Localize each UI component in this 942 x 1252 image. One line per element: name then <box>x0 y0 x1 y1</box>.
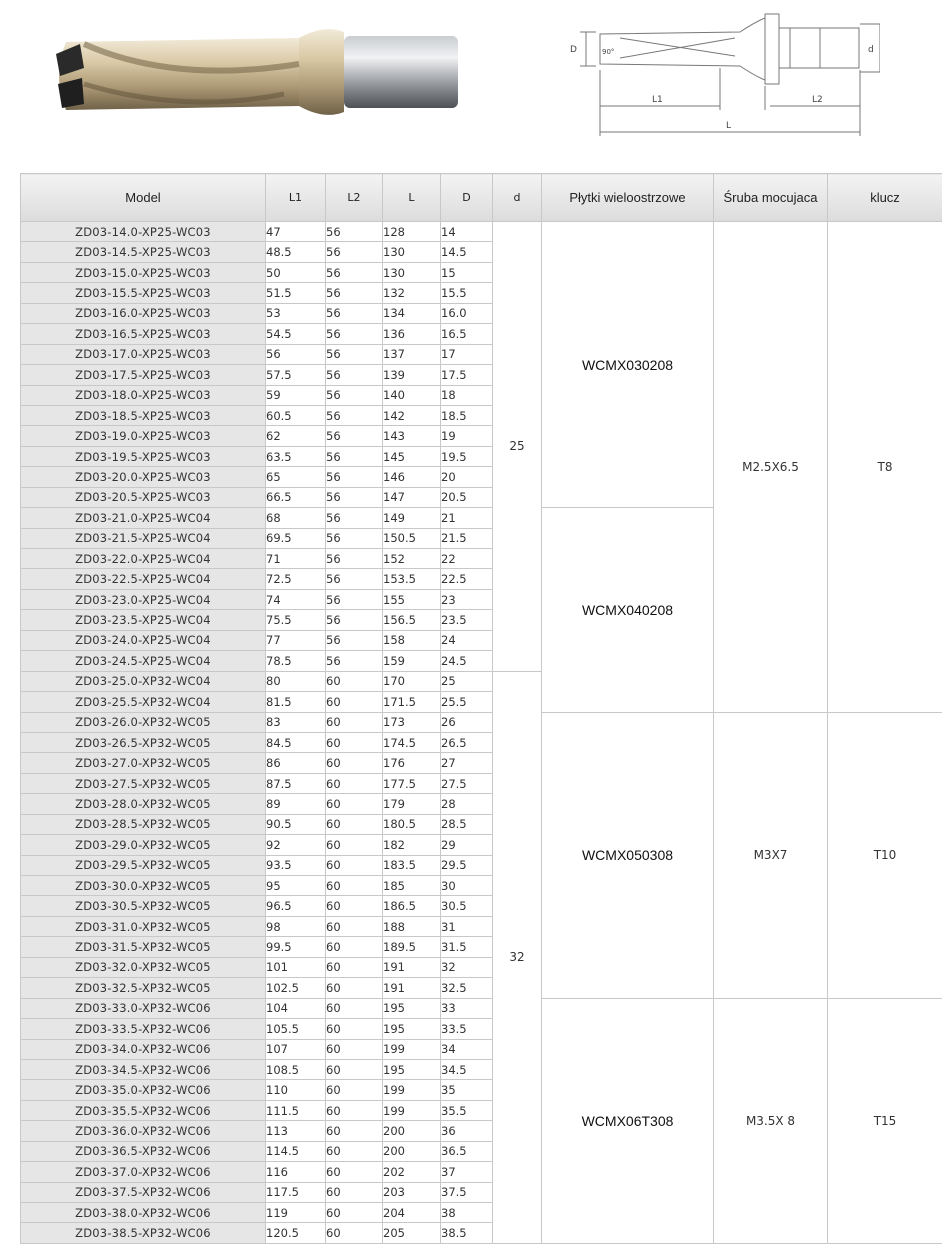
diameter-cell: 32.5 <box>441 978 493 998</box>
diameter-cell: 38.5 <box>441 1223 493 1243</box>
diameter-cell: 33 <box>441 998 493 1018</box>
l-cell: 185 <box>383 876 441 896</box>
header-d: d <box>493 174 542 222</box>
l-cell: 174.5 <box>383 732 441 752</box>
l2-cell: 56 <box>326 610 383 630</box>
model-cell: ZD03-30.5-XP32-WC05 <box>21 896 266 916</box>
l1-cell: 108.5 <box>266 1059 326 1079</box>
l-cell: 191 <box>383 978 441 998</box>
l-cell: 153.5 <box>383 569 441 589</box>
l1-cell: 78.5 <box>266 651 326 671</box>
l2-cell: 60 <box>326 712 383 732</box>
diameter-cell: 35.5 <box>441 1100 493 1120</box>
model-cell: ZD03-24.5-XP25-WC04 <box>21 651 266 671</box>
model-cell: ZD03-22.5-XP25-WC04 <box>21 569 266 589</box>
screw-cell: M3.5X 8 <box>714 998 828 1243</box>
l-cell: 130 <box>383 242 441 262</box>
l2-cell: 60 <box>326 1162 383 1182</box>
diameter-cell: 37 <box>441 1162 493 1182</box>
model-cell: ZD03-24.0-XP25-WC04 <box>21 630 266 650</box>
diameter-cell: 21 <box>441 508 493 528</box>
diameter-cell: 23 <box>441 589 493 609</box>
l2-cell: 60 <box>326 1223 383 1243</box>
l1-cell: 65 <box>266 467 326 487</box>
diameter-cell: 18.5 <box>441 405 493 425</box>
diameter-cell: 19 <box>441 426 493 446</box>
model-cell: ZD03-35.5-XP32-WC06 <box>21 1100 266 1120</box>
l2-cell: 60 <box>326 978 383 998</box>
l2-cell: 60 <box>326 814 383 834</box>
model-cell: ZD03-26.5-XP32-WC05 <box>21 732 266 752</box>
l2-cell: 60 <box>326 1059 383 1079</box>
l-cell: 142 <box>383 405 441 425</box>
l2-cell: 56 <box>326 467 383 487</box>
model-cell: ZD03-18.0-XP25-WC03 <box>21 385 266 405</box>
header-D: D <box>441 174 493 222</box>
l2-cell: 60 <box>326 1039 383 1059</box>
l2-cell: 60 <box>326 916 383 936</box>
diameter-cell: 37.5 <box>441 1182 493 1202</box>
screw-cell: M2.5X6.5 <box>714 222 828 713</box>
l2-cell: 56 <box>326 487 383 507</box>
key-cell: T15 <box>828 998 942 1243</box>
l1-cell: 111.5 <box>266 1100 326 1120</box>
l1-cell: 102.5 <box>266 978 326 998</box>
l1-cell: 56 <box>266 344 326 364</box>
l1-cell: 51.5 <box>266 283 326 303</box>
model-cell: ZD03-19.5-XP25-WC03 <box>21 446 266 466</box>
l1-cell: 99.5 <box>266 937 326 957</box>
l2-cell: 60 <box>326 957 383 977</box>
l1-cell: 75.5 <box>266 610 326 630</box>
l1-cell: 87.5 <box>266 773 326 793</box>
l-cell: 179 <box>383 794 441 814</box>
l1-cell: 66.5 <box>266 487 326 507</box>
drill-dimension-drawing <box>560 8 880 148</box>
diameter-cell: 35 <box>441 1080 493 1100</box>
l2-cell: 56 <box>326 222 383 242</box>
diameter-cell: 25.5 <box>441 692 493 712</box>
l2-cell: 60 <box>326 794 383 814</box>
model-cell: ZD03-30.0-XP32-WC05 <box>21 876 266 896</box>
l-cell: 199 <box>383 1039 441 1059</box>
l-cell: 203 <box>383 1182 441 1202</box>
diameter-cell: 14 <box>441 222 493 242</box>
header-l: L <box>383 174 441 222</box>
l2-cell: 56 <box>326 589 383 609</box>
l2-cell: 56 <box>326 365 383 385</box>
diameter-cell: 23.5 <box>441 610 493 630</box>
model-cell: ZD03-27.5-XP32-WC05 <box>21 773 266 793</box>
diameter-cell: 36 <box>441 1121 493 1141</box>
model-cell: ZD03-14.5-XP25-WC03 <box>21 242 266 262</box>
l2-cell: 56 <box>326 385 383 405</box>
diameter-cell: 32 <box>441 957 493 977</box>
l1-cell: 83 <box>266 712 326 732</box>
drill-product-photo <box>44 14 464 124</box>
diameter-cell: 33.5 <box>441 1019 493 1039</box>
l-cell: 189.5 <box>383 937 441 957</box>
diameter-cell: 17.5 <box>441 365 493 385</box>
l-cell: 173 <box>383 712 441 732</box>
model-cell: ZD03-14.0-XP25-WC03 <box>21 222 266 242</box>
l-cell: 158 <box>383 630 441 650</box>
l1-cell: 59 <box>266 385 326 405</box>
l2-cell: 60 <box>326 998 383 1018</box>
l2-cell: 56 <box>326 528 383 548</box>
l-cell: 152 <box>383 549 441 569</box>
l2-cell: 56 <box>326 283 383 303</box>
diameter-cell: 22.5 <box>441 569 493 589</box>
l1-cell: 74 <box>266 589 326 609</box>
header-l1: L1 <box>266 174 326 222</box>
diameter-cell: 31 <box>441 916 493 936</box>
header-inserts: Płytki wieloostrzowe <box>542 174 714 222</box>
diameter-cell: 16.0 <box>441 303 493 323</box>
model-cell: ZD03-19.0-XP25-WC03 <box>21 426 266 446</box>
l2-cell: 60 <box>326 773 383 793</box>
l2-cell: 60 <box>326 1141 383 1161</box>
diameter-cell: 34.5 <box>441 1059 493 1079</box>
model-cell: ZD03-23.5-XP25-WC04 <box>21 610 266 630</box>
drawing-label-L: L <box>726 121 732 131</box>
l1-cell: 113 <box>266 1121 326 1141</box>
diameter-cell: 26.5 <box>441 732 493 752</box>
l1-cell: 53 <box>266 303 326 323</box>
l1-cell: 69.5 <box>266 528 326 548</box>
diameter-cell: 15 <box>441 262 493 282</box>
diameter-cell: 22 <box>441 549 493 569</box>
l2-cell: 56 <box>326 262 383 282</box>
l1-cell: 98 <box>266 916 326 936</box>
l-cell: 199 <box>383 1080 441 1100</box>
l1-cell: 105.5 <box>266 1019 326 1039</box>
model-cell: ZD03-36.5-XP32-WC06 <box>21 1141 266 1161</box>
model-cell: ZD03-32.0-XP32-WC05 <box>21 957 266 977</box>
table-row <box>21 222 942 242</box>
diameter-cell: 29.5 <box>441 855 493 875</box>
diameter-cell: 30 <box>441 876 493 896</box>
l1-cell: 50 <box>266 262 326 282</box>
l1-cell: 71 <box>266 549 326 569</box>
insert-cell: WCMX030208 <box>542 222 714 508</box>
l1-cell: 90.5 <box>266 814 326 834</box>
l-cell: 170 <box>383 671 441 691</box>
diameter-cell: 25 <box>441 671 493 691</box>
diameter-cell: 27 <box>441 753 493 773</box>
diameter-cell: 29 <box>441 835 493 855</box>
l1-cell: 119 <box>266 1203 326 1223</box>
l-cell: 140 <box>383 385 441 405</box>
l2-cell: 56 <box>326 549 383 569</box>
model-cell: ZD03-36.0-XP32-WC06 <box>21 1121 266 1141</box>
l1-cell: 77 <box>266 630 326 650</box>
l1-cell: 57.5 <box>266 365 326 385</box>
header-model: Model <box>21 174 266 222</box>
model-cell: ZD03-32.5-XP32-WC05 <box>21 978 266 998</box>
l1-cell: 93.5 <box>266 855 326 875</box>
key-cell: T10 <box>828 712 942 998</box>
l-cell: 195 <box>383 998 441 1018</box>
l-cell: 139 <box>383 365 441 385</box>
l-cell: 132 <box>383 283 441 303</box>
diameter-cell: 17 <box>441 344 493 364</box>
l1-cell: 81.5 <box>266 692 326 712</box>
l1-cell: 54.5 <box>266 324 326 344</box>
key-cell: T8 <box>828 222 942 713</box>
l-cell: 204 <box>383 1203 441 1223</box>
model-cell: ZD03-27.0-XP32-WC05 <box>21 753 266 773</box>
l1-cell: 104 <box>266 998 326 1018</box>
model-cell: ZD03-15.0-XP25-WC03 <box>21 262 266 282</box>
l1-cell: 60.5 <box>266 405 326 425</box>
spec-table <box>20 173 942 1244</box>
l1-cell: 47 <box>266 222 326 242</box>
model-cell: ZD03-34.5-XP32-WC06 <box>21 1059 266 1079</box>
model-cell: ZD03-29.5-XP32-WC05 <box>21 855 266 875</box>
l2-cell: 56 <box>326 426 383 446</box>
l2-cell: 56 <box>326 324 383 344</box>
model-cell: ZD03-16.5-XP25-WC03 <box>21 324 266 344</box>
insert-cell: WCMX050308 <box>542 712 714 998</box>
model-cell: ZD03-37.5-XP32-WC06 <box>21 1182 266 1202</box>
l-cell: 199 <box>383 1100 441 1120</box>
l-cell: 159 <box>383 651 441 671</box>
l1-cell: 107 <box>266 1039 326 1059</box>
l-cell: 155 <box>383 589 441 609</box>
model-cell: ZD03-26.0-XP32-WC05 <box>21 712 266 732</box>
model-cell: ZD03-33.0-XP32-WC06 <box>21 998 266 1018</box>
l-cell: 176 <box>383 753 441 773</box>
l-cell: 188 <box>383 916 441 936</box>
model-cell: ZD03-29.0-XP32-WC05 <box>21 835 266 855</box>
l-cell: 128 <box>383 222 441 242</box>
l2-cell: 60 <box>326 896 383 916</box>
model-cell: ZD03-16.0-XP25-WC03 <box>21 303 266 323</box>
model-cell: ZD03-22.0-XP25-WC04 <box>21 549 266 569</box>
l2-cell: 60 <box>326 1121 383 1141</box>
l1-cell: 80 <box>266 671 326 691</box>
l-cell: 149 <box>383 508 441 528</box>
diameter-cell: 28.5 <box>441 814 493 834</box>
l2-cell: 60 <box>326 855 383 875</box>
drawing-label-angle: 90° <box>602 48 615 56</box>
l1-cell: 101 <box>266 957 326 977</box>
drawing-label-D: D <box>570 45 577 55</box>
l1-cell: 120.5 <box>266 1223 326 1243</box>
l2-cell: 56 <box>326 303 383 323</box>
diameter-cell: 28 <box>441 794 493 814</box>
l2-cell: 60 <box>326 732 383 752</box>
table-row <box>21 712 942 732</box>
l-cell: 183.5 <box>383 855 441 875</box>
l-cell: 177.5 <box>383 773 441 793</box>
table-body <box>21 222 942 1244</box>
l2-cell: 56 <box>326 630 383 650</box>
model-cell: ZD03-18.5-XP25-WC03 <box>21 405 266 425</box>
l-cell: 156.5 <box>383 610 441 630</box>
model-cell: ZD03-31.0-XP32-WC05 <box>21 916 266 936</box>
diameter-cell: 31.5 <box>441 937 493 957</box>
diameter-cell: 20.5 <box>441 487 493 507</box>
l1-cell: 114.5 <box>266 1141 326 1161</box>
header-l2: L2 <box>326 174 383 222</box>
drawing-label-d: d <box>868 45 874 55</box>
model-cell: ZD03-38.5-XP32-WC06 <box>21 1223 266 1243</box>
l2-cell: 60 <box>326 1080 383 1100</box>
model-cell: ZD03-34.0-XP32-WC06 <box>21 1039 266 1059</box>
diameter-cell: 36.5 <box>441 1141 493 1161</box>
diameter-cell: 16.5 <box>441 324 493 344</box>
l1-cell: 116 <box>266 1162 326 1182</box>
l1-cell: 95 <box>266 876 326 896</box>
l1-cell: 63.5 <box>266 446 326 466</box>
insert-cell: WCMX040208 <box>542 508 714 712</box>
model-cell: ZD03-25.5-XP32-WC04 <box>21 692 266 712</box>
diameter-cell: 38 <box>441 1203 493 1223</box>
table-header-row <box>21 174 942 222</box>
l2-cell: 56 <box>326 446 383 466</box>
l2-cell: 60 <box>326 876 383 896</box>
l2-cell: 56 <box>326 651 383 671</box>
model-cell: ZD03-33.5-XP32-WC06 <box>21 1019 266 1039</box>
l2-cell: 56 <box>326 569 383 589</box>
l-cell: 146 <box>383 467 441 487</box>
l1-cell: 92 <box>266 835 326 855</box>
l-cell: 145 <box>383 446 441 466</box>
l-cell: 137 <box>383 344 441 364</box>
l1-cell: 86 <box>266 753 326 773</box>
model-cell: ZD03-31.5-XP32-WC05 <box>21 937 266 957</box>
l-cell: 180.5 <box>383 814 441 834</box>
l-cell: 191 <box>383 957 441 977</box>
l1-cell: 84.5 <box>266 732 326 752</box>
l1-cell: 72.5 <box>266 569 326 589</box>
model-cell: ZD03-17.5-XP25-WC03 <box>21 365 266 385</box>
table-row <box>21 998 942 1018</box>
model-cell: ZD03-20.0-XP25-WC03 <box>21 467 266 487</box>
diameter-cell: 26 <box>441 712 493 732</box>
l2-cell: 60 <box>326 1182 383 1202</box>
l2-cell: 60 <box>326 1019 383 1039</box>
l-cell: 136 <box>383 324 441 344</box>
model-cell: ZD03-21.0-XP25-WC04 <box>21 508 266 528</box>
l2-cell: 60 <box>326 1203 383 1223</box>
l1-cell: 96.5 <box>266 896 326 916</box>
diameter-cell: 24 <box>441 630 493 650</box>
header-screw: Śruba mocujaca <box>714 174 828 222</box>
l2-cell: 56 <box>326 508 383 528</box>
header-key: klucz <box>828 174 942 222</box>
l-cell: 134 <box>383 303 441 323</box>
model-cell: ZD03-35.0-XP32-WC06 <box>21 1080 266 1100</box>
shank-diameter-cell: 25 <box>493 222 542 672</box>
l1-cell: 89 <box>266 794 326 814</box>
diameter-cell: 19.5 <box>441 446 493 466</box>
l2-cell: 60 <box>326 692 383 712</box>
l-cell: 200 <box>383 1121 441 1141</box>
drawing-label-L1: L1 <box>652 95 663 105</box>
l2-cell: 60 <box>326 671 383 691</box>
shank-diameter-cell: 32 <box>493 671 542 1243</box>
diameter-cell: 21.5 <box>441 528 493 548</box>
l-cell: 195 <box>383 1059 441 1079</box>
model-cell: ZD03-38.0-XP32-WC06 <box>21 1203 266 1223</box>
diameter-cell: 34 <box>441 1039 493 1059</box>
l2-cell: 60 <box>326 753 383 773</box>
l1-cell: 117.5 <box>266 1182 326 1202</box>
model-cell: ZD03-21.5-XP25-WC04 <box>21 528 266 548</box>
l-cell: 150.5 <box>383 528 441 548</box>
l-cell: 195 <box>383 1019 441 1039</box>
diameter-cell: 15.5 <box>441 283 493 303</box>
model-cell: ZD03-20.5-XP25-WC03 <box>21 487 266 507</box>
diameter-cell: 18 <box>441 385 493 405</box>
l-cell: 200 <box>383 1141 441 1161</box>
l-cell: 186.5 <box>383 896 441 916</box>
model-cell: ZD03-28.0-XP32-WC05 <box>21 794 266 814</box>
l2-cell: 60 <box>326 937 383 957</box>
l-cell: 171.5 <box>383 692 441 712</box>
diameter-cell: 24.5 <box>441 651 493 671</box>
drawing-label-L2: L2 <box>812 95 823 105</box>
l2-cell: 60 <box>326 835 383 855</box>
diameter-cell: 20 <box>441 467 493 487</box>
diameter-cell: 14.5 <box>441 242 493 262</box>
insert-cell: WCMX06T308 <box>542 998 714 1243</box>
l2-cell: 56 <box>326 242 383 262</box>
l-cell: 202 <box>383 1162 441 1182</box>
model-cell: ZD03-28.5-XP32-WC05 <box>21 814 266 834</box>
l2-cell: 56 <box>326 405 383 425</box>
l-cell: 143 <box>383 426 441 446</box>
l-cell: 182 <box>383 835 441 855</box>
l2-cell: 60 <box>326 1100 383 1120</box>
l1-cell: 110 <box>266 1080 326 1100</box>
l1-cell: 68 <box>266 508 326 528</box>
l2-cell: 56 <box>326 344 383 364</box>
l-cell: 205 <box>383 1223 441 1243</box>
l-cell: 130 <box>383 262 441 282</box>
model-cell: ZD03-37.0-XP32-WC06 <box>21 1162 266 1182</box>
l1-cell: 48.5 <box>266 242 326 262</box>
model-cell: ZD03-15.5-XP25-WC03 <box>21 283 266 303</box>
diameter-cell: 30.5 <box>441 896 493 916</box>
l1-cell: 62 <box>266 426 326 446</box>
diameter-cell: 27.5 <box>441 773 493 793</box>
l-cell: 147 <box>383 487 441 507</box>
model-cell: ZD03-23.0-XP25-WC04 <box>21 589 266 609</box>
model-cell: ZD03-25.0-XP32-WC04 <box>21 671 266 691</box>
screw-cell: M3X7 <box>714 712 828 998</box>
model-cell: ZD03-17.0-XP25-WC03 <box>21 344 266 364</box>
